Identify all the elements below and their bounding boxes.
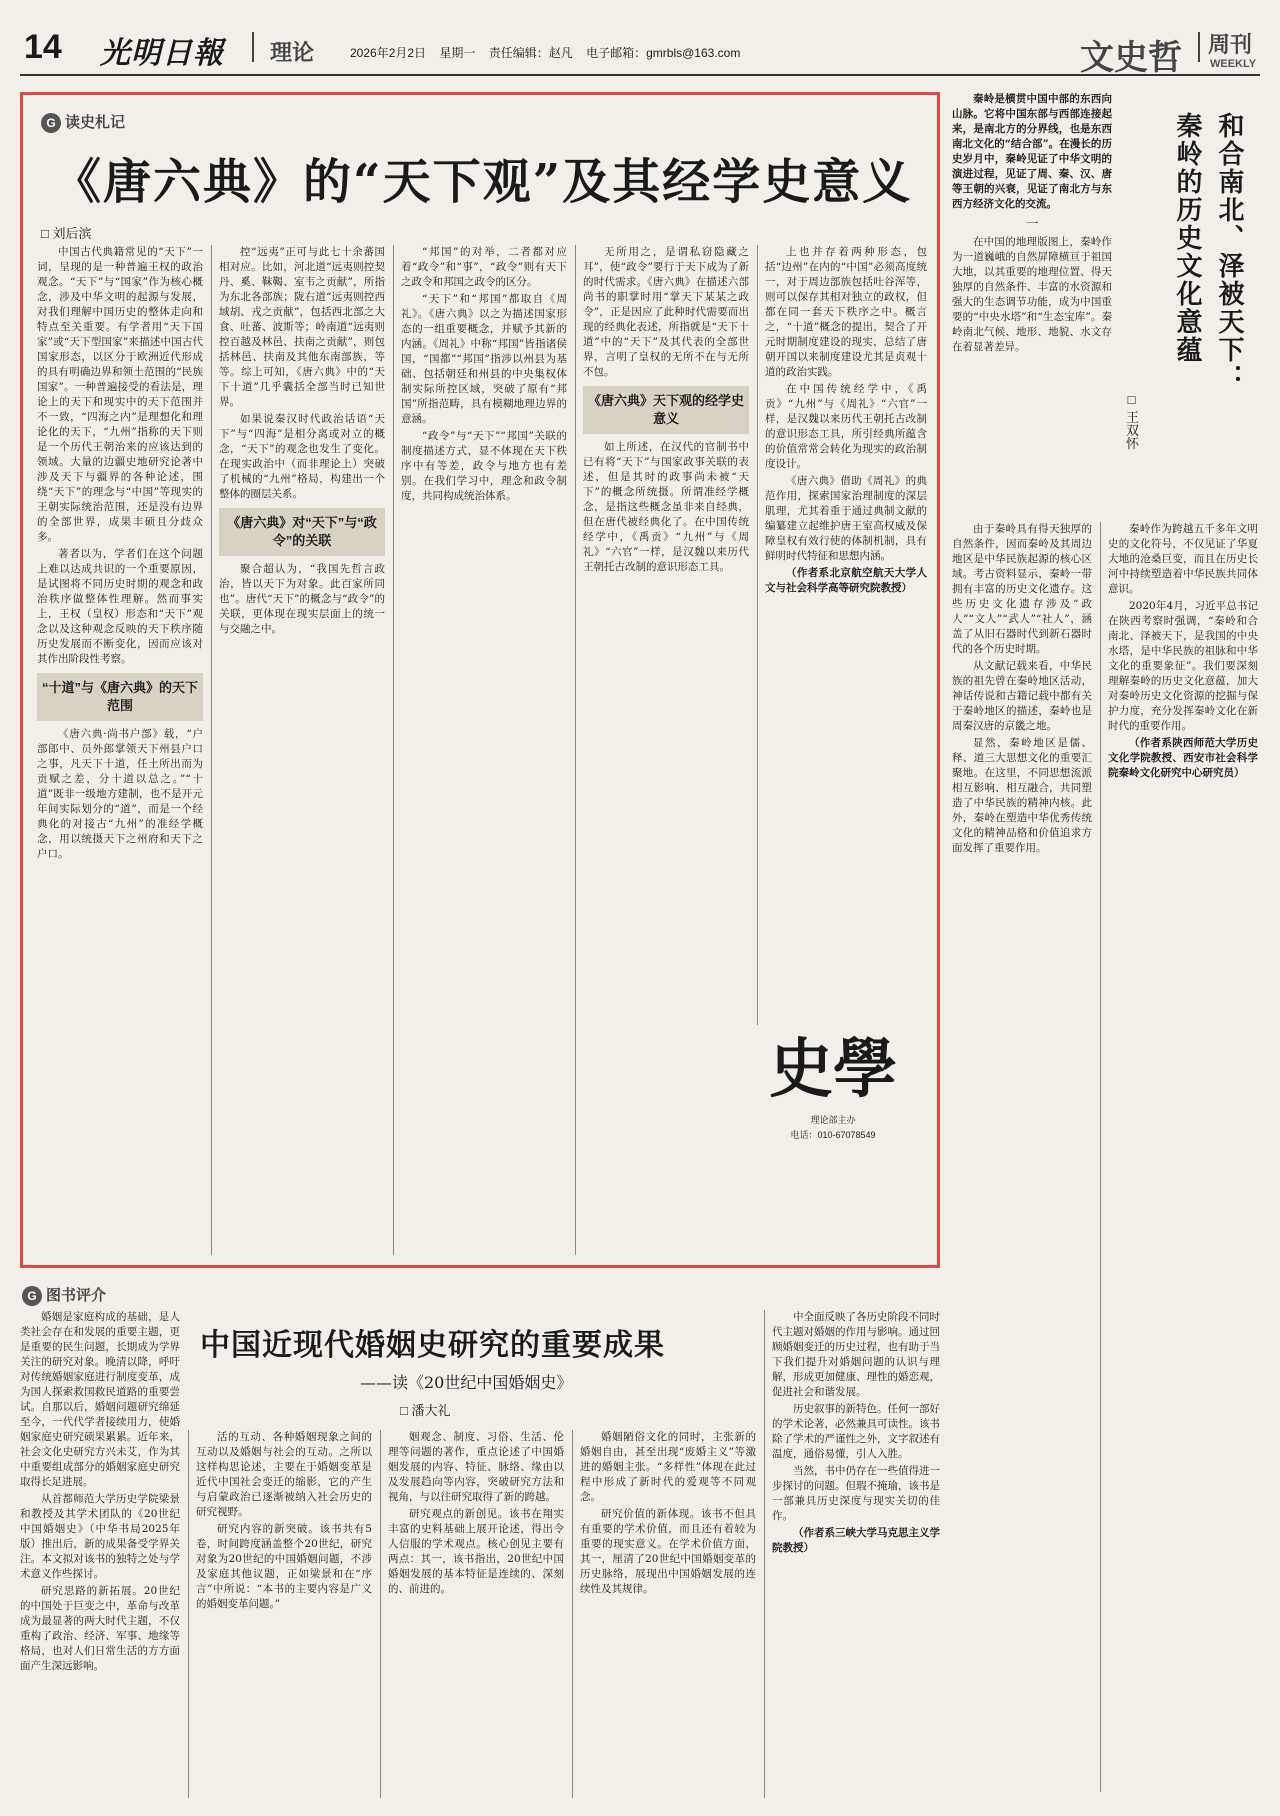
review-author-note: （作者系三峡大学马克思主义学院教授） [772,1527,940,1554]
review-paragraph: 从首都师范大学历史学院梁景和教授及其学术团队的《20世纪中国婚姻史》（中华书局2025年版）推出后，新的成果备受学界关注。本文拟对该书的独特之处与学术意义作些探讨。 [20,1493,180,1580]
supplement-weekly: 周刊 [1208,32,1253,58]
review-author: □ 潘大礼 [400,1403,451,1418]
section-number: 一 [1025,216,1039,231]
review-column-tag [22,1284,106,1306]
review-paragraph: 姻观念、制度、习俗、生活、伦理等问题的著作，重点论述了中国婚姻发展的内容、特征、脉络、缘由以及发展趋向等内容，突破研究方法和视角，与以往研究取得了新的跨越。 [388,1431,564,1503]
right-article-title-line1: 和合南北、泽被天下： [1214,112,1244,392]
article-paragraph: 在中国传统经学中，《禹贡》“九州”与《周礼》“六官”一样，是汉魏以来历代王朝托古改制的意识形态工具，所引经典所蕴含的价值常常会转化为现实的政治制度设计。 [765,383,927,470]
column-rule [764,1310,765,1798]
review-paragraph: 当然，书中仍存在一些值得进一步探讨的问题。但瑕不掩瑜，该书是一部兼具历史深度与现实关切的佳作。 [772,1465,940,1522]
review-paragraph: 婚姻是家庭构成的基础，是人类社会存在和发展的重要主题，更是重要的民生问题，长期成为学界关注的研究对象。晚清以降，呼吁对传统婚姻家庭进行制度变革，成为国人探索救国救民道路的重要尝试。自那以后，婚姻问题研究绵延至今，一代代学者接续用力，使婚姻家庭史研究硕果累累。近年来，社会文化史研究方兴未艾，作为其中重要组成部分的婚姻家庭史研究取得长足进展。 [20,1311,180,1488]
column-rule [393,245,394,1255]
review-column-3 [388,1430,564,1798]
article-paragraph: 著者以为，学者们在这个问题上难以达成共识的一个重要原因，是试图将不同历史时期的观念和政治秩序做整体性理解。然而事实上，王权（皇权）形态和“天下”观念以及这种观念反映的天下秩序随历史发展而不断变化，因而应该对其作出阶段性考察。 [37,548,203,665]
supplement-weekly-en: WEEKLY [1210,58,1257,70]
right-article-paragraph: 在中国的地理版图上，秦岭作为一道巍峨的自然屏障横亘于祖国大地，以其重要的地理位置、得天独厚的自然条件、丰富的水资源和强大的生态调节功能，成为中国重要的“中央水塔”和“生态宝库”。秦岭南北气候、地形、地貌、水文存在着显著差异。 [952,236,1112,353]
column-rule [1100,522,1101,1792]
column-rule [211,245,212,1255]
article-paragraph: 中国古代典籍常见的“天下”一词，呈现的是一种普遍王权的政治观念。“天下”与“国家”作为核心概念，涉及中华文明的起源与发展，对我们理解中国历史的整体走向和特点至关重要。有学者用“天下国家”或“天下型国家”来描述中国古代国家形态，以区分于欧洲近代形成的具有明确边界和领土范围的“民族国家”。一种普遍接受的看法是，理论上的天下和现实中的天下范围并不一致，“四海之内”是理想化和理论化的天下，“九州”指称的天下则是一个历代王朝治来的应该达到的领域。大量的边疆史地研究论著中涉及天下与疆界的各种论述，围绕“天下”的理念与“中国”等现实的王朝实际统治范围，还是没有边界的全部世界，成果丰硕且分歧众多。 [37,246,203,543]
article-paragraph: 无所用之，是谓私窃隐藏之耳”，使“政令”要行于天下成为了新的时代需求。《唐六典》在描述六部尚书的职掌时用“掌天下某某之政令”，正是因应了此种时代需要而出现的经典化表述，所指就是“天下十道”中的“天下”及其代表的全部世界，言明了皇权的无所不在与无所不包。 [583,246,749,378]
review-paragraph: 历史叙事的新特色。任何一部好的学术论著，必然兼具可读性。该书除了学术的严谨性之外，文字叙述有温度，通俗易懂，引人入胜。 [772,1403,940,1460]
article-column-2 [219,245,385,1255]
article-paragraph: 《唐六典》借助《周礼》的典范作用，探索国家治理制度的深层肌理，尤其着重于通过典制文献的编纂建立起维护唐王室高权威及保障皇权有效行使的体制机制，具有鲜明时代特征和思想内涵。 [765,475,927,562]
review-paragraph: 研究内容的新突破。该书共有5卷，时间跨度涵盖整个20世纪，研究对象为20世纪的中国婚姻问题，不涉及家庭其他议题，正如梁景和在“序言”中所说：“本书的主要内容是广义的婚姻变革问题。” [196,1523,372,1610]
article-paragraph: “政令”与“天下”“邦国”关联的制度描述方式，显不体现在天下秩序中有等差，政令与地方也有差别。在我们学习中，理念和政令制度，共同构成统治体系。 [401,430,567,502]
column-rule [757,245,758,1025]
paper-name-logo: 光明日報 [100,36,224,71]
review-column-4 [580,1430,756,1798]
review-paragraph: 研究价值的新体现。该书不但具有重要的学术价值，而且还有着较为重要的现实意义。在学术价值方面，其一，厘清了20世纪中国婚姻变革的历史脉络，展现出中国婚姻发展的连续性及其规律。 [580,1508,756,1595]
right-article-column-2 [1108,522,1258,1792]
right-article-paragraph: 2020年4月，习近平总书记在陕西考察时强调，“秦岭和合南北、泽被天下，是我国的中央水塔，是中华民族的祖脉和中华文化的重要象征”。我们要深刻理解秦岭的历史文化意蕴，加大对秦岭历史文化资源的挖掘与保护力度，充分发挥秦岭文化在新时代的重要作用。 [1108,600,1258,732]
right-article-lead: 秦岭是横贯中国中部的东西向山脉。它将中国东部与西部连接起来，是南北方的分界线，也是东西南北文化的“结合部”。在漫长的历史岁月中，秦岭见证了中华文明的演进过程，见证了周、秦、汉、唐等王朝的兴衰，见证了南北方与东西方经济文化的交流。 [952,93,1112,210]
column-rule [572,1430,573,1798]
seal-phone: 电话：010-67078549 [790,1130,876,1140]
review-column-2 [196,1430,372,1798]
article-paragraph: 如上所述，在汉代的官制书中已有将“天下”与国家政事关联的表述，但是其时的政事尚未被“天下”的概念所统摄。所谓准经学概念，是指这些概念虽非来自经典，但在唐代被经典化了。在中国传统经学中，《禹贡》“九州”与《周礼》“六官”一样，是汉魏以来历代王朝托古改制的意识形态工具。 [583,441,749,573]
article-column-3 [401,245,567,1255]
responsible-editor: 责任编辑：赵凡 [488,46,573,60]
masthead [20,14,1260,76]
review-title: 中国近现代婚姻史研究的重要成果 [200,1328,665,1363]
review-subtitle: ——读《20世纪中国婚姻史》 [360,1373,573,1392]
column-tag-icon: G [41,113,61,133]
review-paragraph: 研究观点的新创见。该书在翔实丰富的史料基础上展开论述，得出令人信服的学术观点。核心创见主要有两点：其一，该书指出，20世纪中国婚姻发展的基本特征是连续的、深刻的、前进的。 [388,1508,564,1595]
article-paragraph: 聚合超认为，“我国先哲言政治，皆以天下为对象。此百家所同也”。唐代“天下”的概念与“政令”的关联，更体现在现实层面上的统一与交融之中。 [219,563,385,635]
right-article-column-1 [952,522,1092,1792]
right-article-paragraph: 显然，秦岭地区是儒、释、道三大思想文化的重要汇聚地。在这里，不同思想流派相互影响、相互融合，共同塑造了中华民族的精神内核。此外，秦岭在塑造中华优秀传统文化的精神品格和价值追求方面发挥了重要作用。 [952,737,1092,854]
issue-meta [350,44,750,61]
editor-email: 电子邮箱：gmrbls@163.com [586,46,741,60]
article-title: 《唐六典》的“天下观”及其经学史意义 [53,154,913,210]
right-article-paragraph: 由于秦岭具有得天独厚的自然条件，因而秦岭及其周边地区是中华民族起源的核心区域。考古资料显示，秦岭一带拥有丰富的历史文化遗存。这些历史文化遗存涉及“政人”“文人”“武人”“社人”，涵盖了从旧石器时代到新石器时代的各个历史时期。 [952,523,1092,655]
article-paragraph: 控“远夷”正可与此七十余蕃国相对应。比如，河北道“远夷则控契丹、奚、靺鞨、室韦之贡献”，所指为东北各部族；陇右道“远夷则控西域胡、戎之贡献”，包括西北部之大食、吐蕃、波斯等；岭南道“远夷则控百越及林邑、扶南之贡献”，则包括林邑、扶南及其他东南部族，等等。综上可知，《唐六典》中的“天下十道”几乎囊括全部当时已知世界。 [219,246,385,408]
article-subhead: “十道”与《唐六典》的天下范围 [37,673,203,721]
review-paragraph: 中全面反映了各历史阶段不同时代主题对婚姻的作用与影响。通过回顾婚姻变迁的历史过程，也有助于当下我们提升对婚姻问题的认识与理解，形成更加健康、理性的婚恋观，促进社会和谐发展。 [772,1311,940,1398]
right-article-paragraph: 从文献记载来看，中华民族的祖先曾在秦岭地区活动，神话传说和古籍记载中都有关于秦岭地区的描述，秦岭也是周秦汉唐的京畿之地。 [952,660,1092,732]
masthead-divider [252,32,254,62]
article-paragraph: “天下”和“邦国”都取自《周礼》。《唐六典》以之为描述国家形态的一组重要概念，并赋予其新的内涵。《周礼》中称“邦国”皆指诸侯国，“国都”“邦国”指涉以州县为基础、包括朝廷和州县的中央集权体制实际所控区域，突破了原有“邦国”所指范畴，具有模糊地理边界的意涵。 [401,293,567,425]
issue-date: 2026年2月2日 [350,46,427,60]
page-number: 14 [24,28,62,66]
article-paragraph: 如果说秦汉时代政治话语“天下”与“四海”是相分离或对立的概念，“天下”的观念也发生了变化。在现实政治中（而非理论上）突破了机械的“九州”格局，构建出一个整体的圈层关系。 [219,413,385,500]
article-paragraph: 上也并存着两种形态，包括“边州”在内的“中国”必须高度统一，对于周边部族包括吐谷浑等，则可以保存其相对独立的政权，但都在同一套天下秩序之中。概言之，“十道”概念的提出，契合了开元时期制度建设的现实，总结了唐朝开国以来制度建设尤其是贞观十道的政治实践。 [765,246,927,378]
main-article [20,92,940,1268]
right-article [952,92,1260,1800]
article-column-1 [37,245,203,1255]
seal-editor: 理论部主办 [810,1115,856,1125]
review-paragraph: 研究思路的新拓展。20世纪的中国处于巨变之中，革命与改革成为最显著的两大时代主题，不仅重构了政治、经济、军事、地缘等格局，也对人们日常生活的方方面面产生深远影响。 [20,1585,180,1672]
column-tag [41,111,125,133]
review-tag-icon: G [22,1286,42,1306]
review-paragraph: 活的互动、各种婚姻现象之间的互动以及婚姻与社会的互动。之所以这样构思论述，主要在于婚姻变革是近代中国社会变迁的缩影，它的产生与启蒙政治已逐渐被纳入社会历史的研究视野。 [196,1431,372,1518]
right-article-author: □ 王双怀 [1124,392,1139,450]
article-column-5 [765,245,927,1015]
right-article-author-note: （作者系陕西师范大学历史文化学院教授、西安市社会科学院秦岭文化研究中心研究员） [1108,737,1258,779]
article-subhead: 《唐六典》对“天下”与“政令”的关联 [219,508,385,556]
shixue-seal [743,1032,923,1235]
column-rule [380,1430,381,1798]
article-author: □ 刘后滨 [41,226,92,241]
right-article-lead-block [952,92,1112,512]
right-article-paragraph: 秦岭作为跨越五千多年文明史的文化符号，不仅见证了华夏大地的沧桑巨变，而且在历史长河中持续塑造着中华民族共同体意识。 [1108,523,1258,595]
supplement-divider [1198,32,1200,62]
article-paragraph: 《唐六典·尚书户部》载，“户部郎中、员外郎掌领天下州县户口之事，凡天下十道，任土所出而为贡赋之差，分十道以总之。”“十道”既非一级地方建制，也不是开元年间实际划分的“道”，而是一个经典化的对接古“九州”的准经学概念，用以统摄天下之州府和天下之户口。 [37,728,203,860]
column-tag-label: 读史札记 [65,114,126,131]
article-paragraph: “邦国”的对举，二者都对应着“政令”和“事”，“政令”则有天下之政令和邦国之政令的区分。 [401,246,567,288]
supplement-name: 文史哲 [1080,38,1182,78]
book-review [20,1280,940,1800]
review-column-1 [20,1310,180,1798]
right-article-title-line2: 秦岭的历史文化意蕴 [1172,112,1202,364]
review-paragraph: 婚姻陋俗文化的同时，主张新的婚姻自由，甚至出现“废婚主义”等激进的婚姻主张。“多样性”体现在此过程中形成了新时代的爱观等不同观念。 [580,1431,756,1503]
review-column-tag-label: 图书评介 [46,1287,107,1304]
article-subhead: 《唐六典》天下观的经学史意义 [583,386,749,434]
review-column-5 [772,1310,940,1798]
issue-weekday: 星期一 [439,46,476,60]
column-rule [188,1430,189,1798]
author-note: （作者系北京航空航天大学人文与社会科学高等研究院教授） [765,567,927,594]
column-rule [575,245,576,1255]
section-name: 理论 [270,40,315,66]
article-column-4 [583,245,749,1255]
seal-calligraphy: 史學 [769,1032,897,1107]
